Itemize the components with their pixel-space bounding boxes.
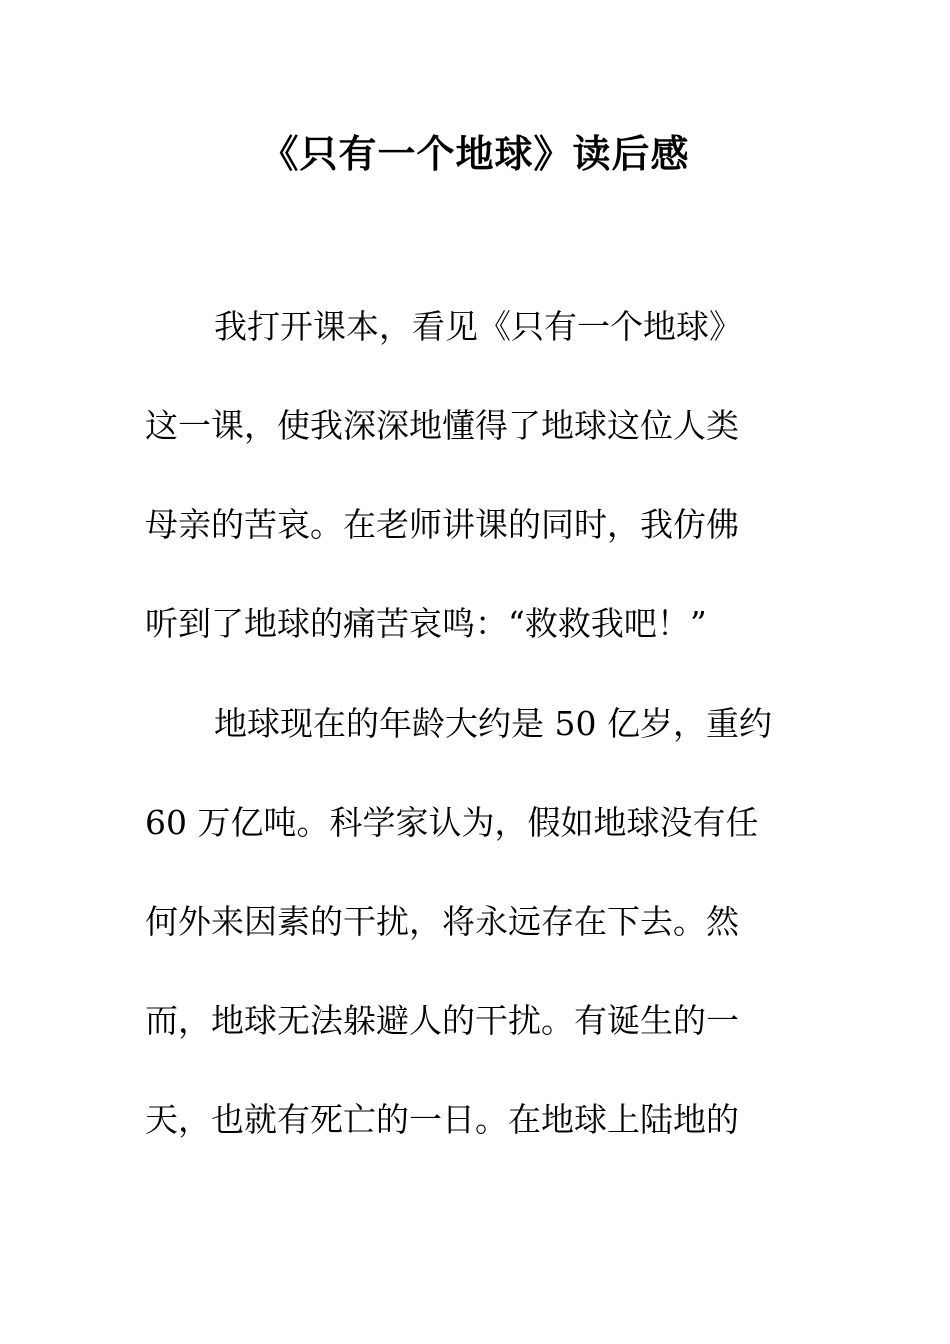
paragraph-line: 我打开课本，看见《只有一个地球》 xyxy=(214,307,742,346)
document-title: 《只有一个地球》读后感 xyxy=(260,131,690,176)
paragraph-line: 母亲的苦哀。在老师讲课的同时，我仿佛 xyxy=(145,505,739,544)
paragraph-line: 地球现在的年龄大约是 50 亿岁，重约 xyxy=(214,704,772,743)
paragraph-line: 天，也就有死亡的一日。在地球上陆地的 xyxy=(145,1100,739,1139)
paragraph-line: 这一课，使我深深地懂得了地球这位人类 xyxy=(145,406,739,445)
paragraph-line: 而，地球无法躲避人的干扰。有诞生的一 xyxy=(145,1001,739,1040)
paragraph-line: 听到了地球的痛苦哀鸣：“救救我吧！” xyxy=(145,604,707,643)
paragraph-line: 60 万亿吨。科学家认为，假如地球没有任 xyxy=(145,803,759,842)
paragraph-line: 何外来因素的干扰，将永远存在下去。然 xyxy=(145,902,739,941)
